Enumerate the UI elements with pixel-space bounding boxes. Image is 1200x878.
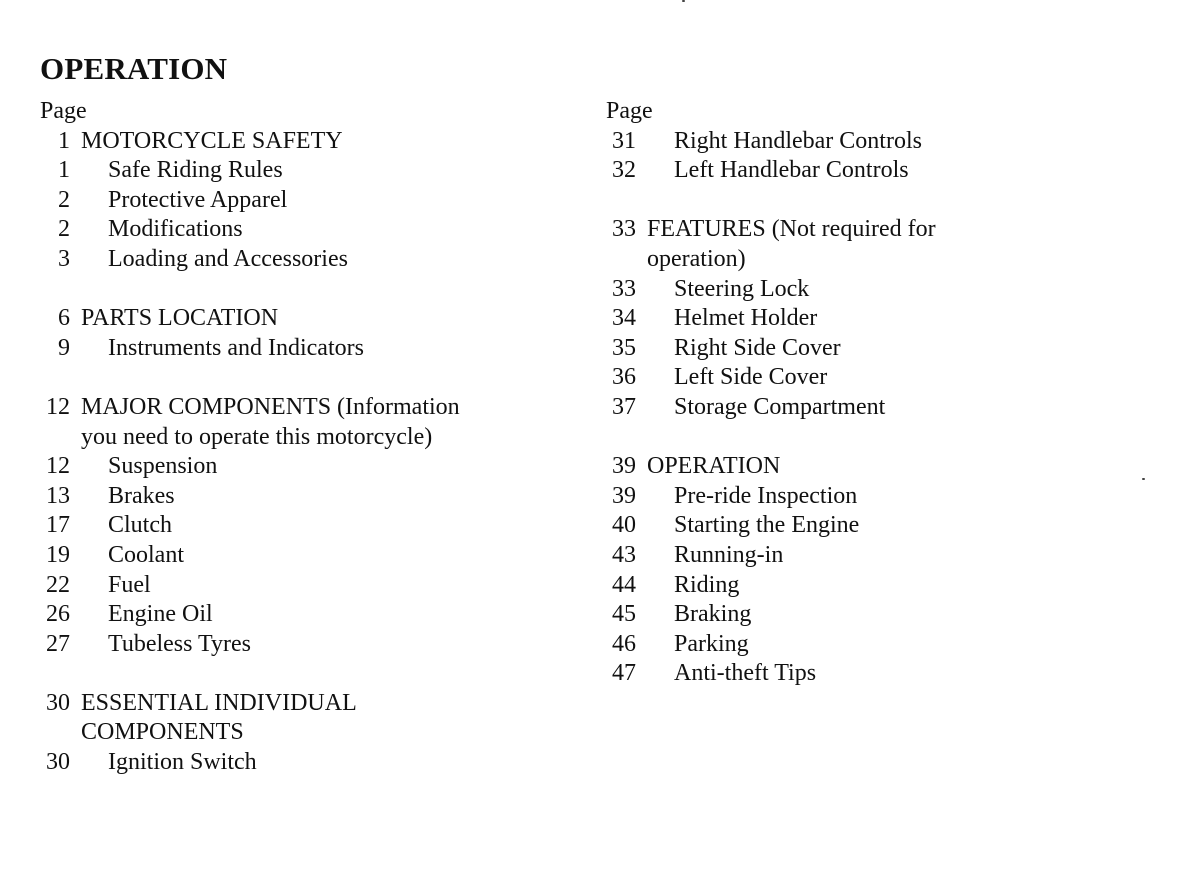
toc-heading-line: operation) (647, 245, 746, 272)
toc-entry-page: 37 (612, 393, 636, 420)
toc-entry-label: Loading and Accessories (108, 245, 348, 272)
toc-entry-label: Starting the Engine (674, 512, 860, 539)
page-column-label: Page (40, 98, 87, 124)
toc-entry[interactable] (606, 127, 1166, 157)
toc-entry-page: 3 (58, 245, 70, 272)
toc-entry-page: 32 (612, 157, 636, 184)
toc-entry-label: Safe Riding Rules (108, 157, 283, 184)
toc-entry-label: Parking (674, 630, 749, 657)
toc-entry-label: Left Handlebar Controls (674, 157, 909, 184)
toc-entry-page: 34 (612, 305, 636, 332)
toc-entry[interactable] (606, 659, 1166, 689)
toc-heading-line: MOTORCYCLE SAFETY (81, 127, 343, 154)
toc-section (606, 452, 1166, 689)
toc-entry[interactable] (40, 245, 580, 275)
toc-entry[interactable] (606, 482, 1166, 512)
toc-entry-page: 12 (46, 453, 70, 480)
page-column-label: Page (606, 98, 653, 124)
toc-heading-line: MAJOR COMPONENTS (Information (81, 393, 460, 420)
page-title: OPERATION (40, 51, 228, 86)
toc-entry-label: Modifications (108, 216, 243, 243)
toc-entry-label: Running-in (674, 541, 784, 568)
toc-entry[interactable] (606, 156, 1166, 186)
toc-entry[interactable] (40, 482, 580, 512)
toc-heading-label (40, 689, 580, 748)
toc-entry-page: 44 (612, 571, 636, 598)
toc-entry[interactable] (40, 156, 580, 186)
toc-entry[interactable] (606, 304, 1166, 334)
toc-heading-label (606, 215, 1166, 274)
toc-entry[interactable] (40, 748, 580, 778)
toc-entry-label: Coolant (108, 541, 184, 568)
toc-entry[interactable] (40, 186, 580, 216)
toc-heading-page: 39 (612, 453, 636, 480)
toc-entry-label: Suspension (108, 453, 218, 480)
toc-entry-label: Braking (674, 601, 752, 628)
toc-heading-page: 6 (58, 305, 70, 332)
toc-entry-label: Protective Apparel (108, 186, 288, 213)
toc-entry[interactable] (606, 541, 1166, 571)
toc-heading-label (606, 452, 1166, 482)
toc-entry-page: 36 (612, 364, 636, 391)
toc-entry[interactable] (606, 511, 1166, 541)
toc-entry[interactable] (606, 571, 1166, 601)
toc-entry-page: 39 (612, 482, 636, 509)
toc-entry-label: Instruments and Indicators (108, 334, 364, 361)
toc-heading-label (40, 304, 580, 334)
toc-section (40, 304, 580, 363)
toc-entry-page: 30 (46, 749, 70, 776)
toc-entry[interactable] (40, 215, 580, 245)
toc-heading-page: 30 (46, 689, 70, 716)
toc-entry-page: 46 (612, 630, 636, 657)
toc-entry-label: Fuel (108, 571, 151, 598)
toc-column-left (40, 97, 580, 778)
toc-heading[interactable] (606, 215, 1166, 274)
toc-entry-page: 27 (46, 630, 70, 657)
toc-heading[interactable] (606, 452, 1166, 482)
toc-heading-line: OPERATION (647, 453, 781, 480)
toc-entry-page: 2 (58, 186, 70, 213)
toc-entry-page: 19 (46, 541, 70, 568)
toc-entry[interactable] (40, 511, 580, 541)
toc-entry[interactable] (606, 393, 1166, 423)
toc-entry-label: Helmet Holder (674, 305, 818, 332)
toc-entry-page: 17 (46, 512, 70, 539)
toc-entry-label: Right Side Cover (674, 334, 841, 361)
toc-column-right (606, 97, 1166, 689)
toc-entry-page: 13 (46, 482, 70, 509)
toc-entry-page: 31 (612, 127, 636, 154)
toc-entry-label: Brakes (108, 482, 175, 509)
toc-entry[interactable] (40, 541, 580, 571)
toc-entry-page: 45 (612, 601, 636, 628)
toc-heading[interactable] (40, 304, 580, 334)
toc-entry-page: 43 (612, 541, 636, 568)
toc-entry-label: Left Side Cover (674, 364, 828, 391)
toc-entry[interactable] (606, 600, 1166, 630)
toc-entry-label: Storage Compartment (674, 393, 886, 420)
toc-heading-page: 33 (612, 216, 636, 243)
toc-entry[interactable] (606, 363, 1166, 393)
toc-heading-line: PARTS LOCATION (81, 305, 279, 332)
toc-heading[interactable] (40, 689, 580, 748)
toc-heading-label (40, 393, 580, 452)
toc-entry[interactable] (40, 452, 580, 482)
toc-entry-label: Ignition Switch (108, 749, 257, 776)
toc-entry-label: Anti-theft Tips (674, 660, 817, 687)
toc-entry-page: 22 (46, 571, 70, 598)
toc-entry-label: Clutch (108, 512, 172, 539)
toc-entry-page: 33 (612, 275, 636, 302)
toc-heading-page: 12 (46, 393, 70, 420)
toc-heading-line: ESSENTIAL INDIVIDUAL (81, 689, 357, 716)
toc-entry-page: 40 (612, 512, 636, 539)
toc-entry-page: 9 (58, 334, 70, 361)
toc-entry[interactable] (606, 275, 1166, 305)
toc-entry-label: Right Handlebar Controls (674, 127, 922, 154)
toc-entry-label: Pre-ride Inspection (674, 482, 858, 509)
toc-entry-label: Engine Oil (108, 601, 213, 628)
toc-section (40, 393, 580, 659)
toc-entry[interactable] (606, 334, 1166, 364)
toc-entry-label: Riding (674, 571, 740, 598)
toc-heading-line: you need to operate this motorcycle) (81, 423, 433, 450)
toc-heading-line: COMPONENTS (81, 719, 244, 746)
toc-entry-page: 35 (612, 334, 636, 361)
toc-entry[interactable] (40, 630, 580, 660)
toc-entry-label: Steering Lock (674, 275, 810, 302)
toc-heading-page: 1 (58, 127, 70, 154)
toc-heading[interactable] (40, 393, 580, 452)
toc-entry[interactable] (40, 334, 580, 364)
toc-heading[interactable] (40, 127, 580, 157)
toc-entry-page: 47 (612, 660, 636, 687)
toc-entry-page: 2 (58, 216, 70, 243)
toc-section (40, 127, 580, 275)
toc-entry[interactable] (606, 630, 1166, 660)
toc-entry[interactable] (40, 571, 580, 601)
toc-heading-label (40, 127, 580, 157)
toc-entry-page: 26 (46, 601, 70, 628)
toc-entry[interactable] (40, 600, 580, 630)
toc-entry-label: Tubeless Tyres (108, 630, 252, 657)
scan-speck (682, 0, 685, 2)
toc-section (40, 689, 580, 778)
toc-heading-line: FEATURES (Not required for (647, 216, 936, 243)
scan-speck (1142, 478, 1145, 480)
toc-section (606, 127, 1166, 186)
toc-section (606, 215, 1166, 422)
toc-entry-page: 1 (58, 157, 70, 184)
